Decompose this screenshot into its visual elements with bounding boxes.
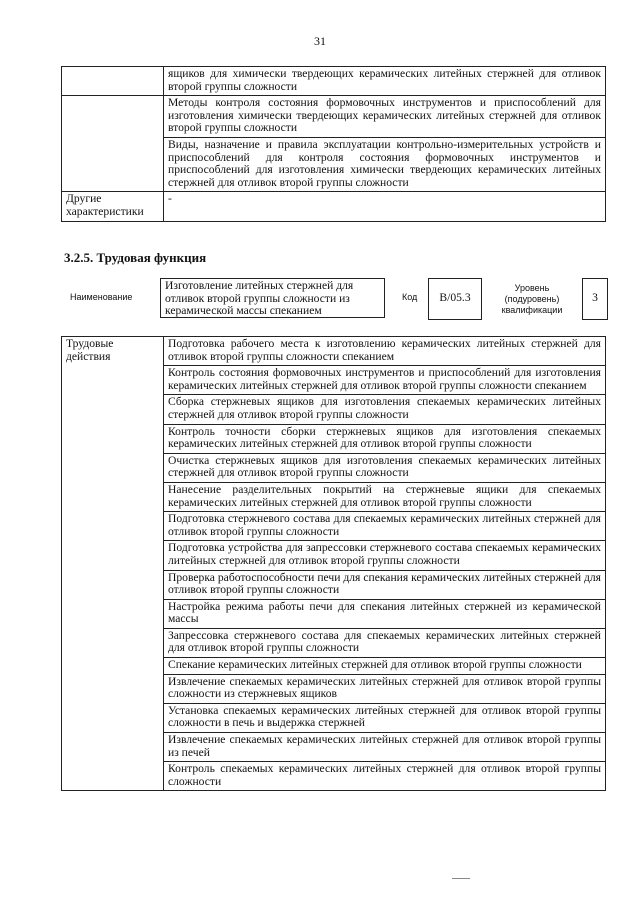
labor-action-item: Спекание керамических литейных стержней для отливок второй группы сложности <box>164 658 606 675</box>
labor-action-item: Подготовка рабочего места к изготовлению керамических литейных стержней для отливок второй группы сложности спеканием <box>164 337 606 366</box>
row-text: Виды, назначение и правила эксплуатации контрольно-измерительных устройств и приспособлений для контроля состояния формовочных инструментов и приспособлений для изготовления химически твердеющих керамических литейных стержней для отливок второй группы сложности <box>164 137 606 191</box>
row-label <box>62 96 164 138</box>
labor-action-item: Контроль точности сборки стержневых ящиков для изготовления спекаемых керамических литейных стержней для отливок второй группы сложности <box>164 424 606 453</box>
level-value: 3 <box>582 278 608 320</box>
labor-action-item: Сборка стержневых ящиков для изготовления спекаемых керамических литейных стержней для отливок второй группы сложности <box>164 395 606 424</box>
table-row <box>62 192 606 222</box>
code-label: Код <box>402 292 418 302</box>
row-text: - <box>164 192 606 222</box>
row-text: Методы контроля состояния формовочных инструментов и приспособлений для изготовления химически твердеющих керамических литейных стержней для отливок второй группы сложности <box>164 96 606 138</box>
labor-actions-table <box>61 336 606 791</box>
table-row <box>62 337 606 366</box>
labor-action-item: Нанесение разделительных покрытий на стержневые ящики для спекаемых керамических литейных стержней для отливок второй группы сложности <box>164 482 606 511</box>
labor-actions-label: Трудовые действия <box>62 337 164 791</box>
row-label <box>62 67 164 96</box>
labor-action-item: Контроль состояния формовочных инструментов и приспособлений для изготовления керамических литейных стержней для отливок второй группы сложности спеканием <box>164 366 606 395</box>
row-label <box>62 137 164 191</box>
labor-action-item: Проверка работоспособности печи для спекания керамических литейных стержней для отливок второй группы сложности <box>164 570 606 599</box>
labor-action-item: Извлечение спекаемых керамических литейных стержней для отливок второй группы сложности из стержневых ящиков <box>164 674 606 703</box>
labor-action-item: Подготовка устройства для запрессовки стержневого состава спекаемых керамических литейных стержней для отливок второй группы сложности <box>164 541 606 570</box>
level-label: Уровень (подуровень) квалификации <box>501 283 563 315</box>
table-row <box>62 137 606 191</box>
knowledge-table <box>61 66 606 222</box>
code-value: В/05.3 <box>428 278 482 320</box>
name-label: Наименование <box>70 292 133 302</box>
row-label: Другие характеристики <box>62 192 164 222</box>
labor-action-item: Настройка режима работы печи для спекания литейных стержней из керамической массы <box>164 599 606 628</box>
labor-action-item: Извлечение спекаемых керамических литейных стержней для отливок второй группы из печей <box>164 733 606 762</box>
row-text: ящиков для химически твердеющих керамических литейных стержней для отливок второй группы сложности <box>164 67 606 96</box>
labor-action-item: Запрессовка стержневого состава для спекаемых керамических литейных стержней для отливок второй группы сложности <box>164 628 606 657</box>
section-heading: 3.2.5. Трудовая функция <box>64 250 207 265</box>
labor-action-item: Очистка стержневых ящиков для изготовления спекаемых керамических литейных стержней для отливок второй группы сложности <box>164 453 606 482</box>
labor-action-item: Подготовка стержневого состава для спекаемых керамических литейных стержней для отливок второй группы сложности <box>164 512 606 541</box>
table-row <box>62 67 606 96</box>
name-value: Изготовление литейных стержней для отливок второй группы сложности из керамической массы спеканием <box>160 278 385 318</box>
divider <box>452 878 470 879</box>
labor-action-item: Установка спекаемых керамических литейных стержней для отливок второй группы сложности в печь и выдержка стержней <box>164 703 606 732</box>
labor-action-item: Контроль спекаемых керамических литейных стержней для отливок второй группы сложности <box>164 762 606 791</box>
page-number: 31 <box>314 34 326 48</box>
table-row <box>62 96 606 138</box>
